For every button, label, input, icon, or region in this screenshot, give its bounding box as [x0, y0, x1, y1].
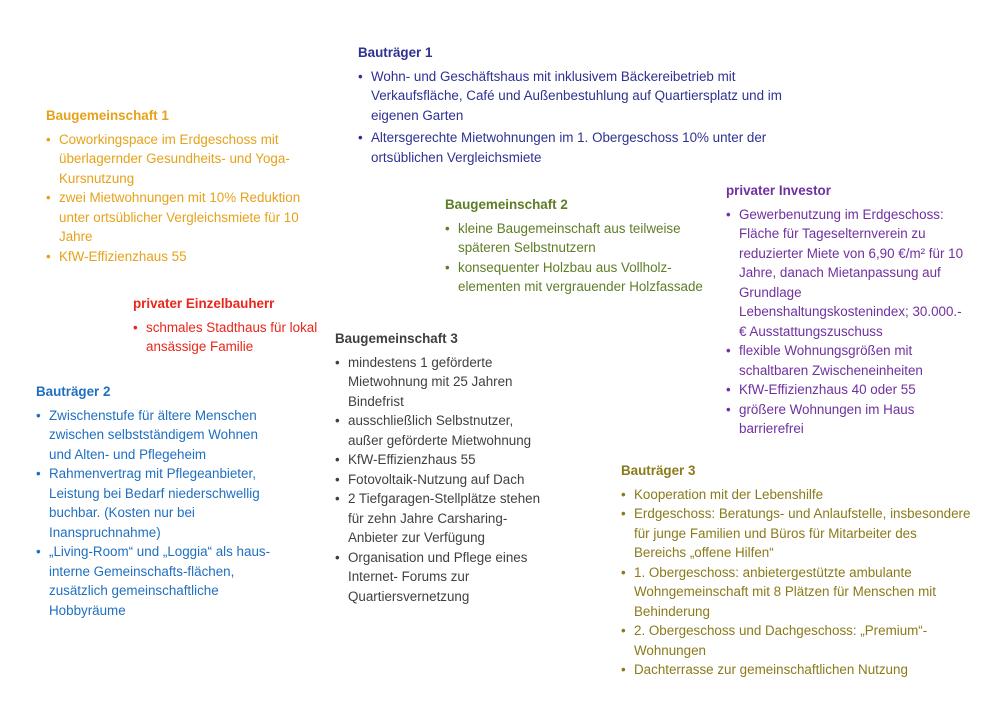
bullet-icon: •	[335, 549, 340, 565]
list-item: • größere Wohnungen im Haus barrierefrei	[726, 401, 915, 436]
list-item: • Zwischenstufe für ältere Menschen zwischen selbstständigem Wohnen und Alten- und Pflegeheim	[36, 407, 258, 462]
list-item: • ausschließlich Selbstnutzer, außer geförderte Mietwohnung	[335, 413, 532, 448]
list-item: • konsequenter Holzbau aus Vollholz-elementen mit vergrauender Holzfassade	[445, 259, 703, 294]
baugemeinschaft-1-title: Baugemeinschaft 1	[46, 108, 169, 123]
bautraeger-3-list	[621, 485, 971, 680]
bautraeger-3-title: Bauträger 3	[621, 463, 696, 478]
baugemeinschaft-2-list	[445, 219, 705, 297]
list-item: • Gewerbenutzung im Erdgeschoss: Fläche für Tageselternverein zu reduzierter Miete von 6,90 €/m² für 10 Jahre, danach Mietanpassung auf Grundlage Lebenshaltungskostenindex; 30.000.- € Ausstattungszuschuss	[726, 206, 964, 339]
bullet-icon: •	[726, 343, 731, 358]
privater-einzelbauherr-block	[133, 294, 318, 357]
list-item: • flexible Wohnungsgrößen mit schaltbaren Zwischeneinheiten	[726, 343, 923, 378]
bautraeger-1-title: Bauträger 1	[358, 45, 433, 60]
bullet-icon: •	[621, 623, 626, 638]
list-item: • kleine Baugemeinschaft aus teilweise späteren Selbstnutzern	[445, 220, 681, 255]
bautraeger-1-block	[358, 43, 798, 170]
baugemeinschaft-2-block	[445, 195, 705, 297]
list-item: • Erdgeschoss: Beratungs- und Anlaufstelle, insbesondere für junge Familien und Büros für Mitarbeiter des Bereichs „offene Hilfen“	[621, 506, 971, 560]
bautraeger-2-block	[36, 382, 271, 620]
list-item: • Dachterrasse zur gemeinschaftlichen Nutzung	[621, 660, 971, 680]
baugemeinschaft-1-list	[46, 130, 331, 267]
baugemeinschaft-3-list	[335, 353, 550, 607]
bullet-icon: •	[621, 506, 626, 521]
bullet-icon: •	[358, 130, 363, 145]
bullet-icon: •	[335, 354, 340, 370]
bautraeger-1-list	[358, 67, 798, 168]
list-item: • Rahmenvertrag mit Pflegeanbieter, Leistung bei Bedarf niederschwellig buchbar. (Kosten nur bei Inanspruchnahme)	[36, 466, 260, 540]
bullet-icon: •	[621, 486, 626, 502]
bautraeger-3-block	[621, 461, 971, 680]
list-item: • KfW-Effizienzhaus 55	[335, 450, 550, 470]
bullet-icon: •	[335, 452, 340, 467]
bullet-icon: •	[445, 259, 450, 275]
list-item: • Coworkingspace im Erdgeschoss mit überlagernder Gesundheits- und Yoga-Kursnutzung	[46, 131, 290, 186]
privater-investor-list	[726, 205, 971, 439]
list-item: • 2. Obergeschoss und Dachgeschoss: „Premium“-Wohnungen	[621, 623, 928, 658]
list-item: • zwei Mietwohnungen mit 10% Reduktion unter ortsüblicher Vergleichsmiete für 10 Jahre	[46, 190, 301, 244]
bullet-icon: •	[46, 248, 51, 264]
bullet-icon: •	[36, 466, 41, 481]
list-item: • Kooperation mit der Lebenshilfe	[621, 485, 971, 505]
list-item: • Fotovoltaik-Nutzung auf Dach	[335, 470, 550, 490]
bautraeger-2-list	[36, 406, 271, 621]
bullet-icon: •	[46, 131, 51, 147]
privater-einzelbauherr-title: privater Einzelbauherr	[133, 296, 275, 311]
bullet-icon: •	[133, 319, 138, 335]
bullet-icon: •	[621, 564, 626, 580]
privater-investor-title: privater Investor	[726, 183, 831, 198]
list-item: • KfW-Effizienzhaus 40 oder 55	[726, 380, 971, 400]
list-item: • Altersgerechte Mietwohnungen im 1. Obergeschoss 10% unter der ortsüblichen Vergleichsmiete	[358, 130, 767, 165]
bullet-icon: •	[335, 491, 340, 506]
bullet-icon: •	[726, 206, 731, 222]
bullet-icon: •	[726, 401, 731, 417]
bullet-icon: •	[335, 471, 340, 487]
list-item: • 1. Obergeschoss: anbietergestützte ambulante Wohngemeinschaft mit 8 Plätzen für Menschen mit Behinderung	[621, 564, 936, 619]
bautraeger-2-title: Bauträger 2	[36, 384, 111, 399]
bullet-icon: •	[358, 68, 363, 84]
list-item: • Wohn- und Geschäftshaus mit inklusivem Bäckereibetrieb mit Verkaufsfläche, Café und Außenbestuhlung auf Quartiersplatz und im eigenen Garten	[358, 68, 782, 123]
list-item: • Organisation und Pflege eines Internet- Forums zur Quartiersvernetzung	[335, 549, 528, 604]
bullet-icon: •	[621, 662, 626, 677]
baugemeinschaft-3-title: Baugemeinschaft 3	[335, 331, 458, 346]
privater-einzelbauherr-list	[133, 318, 318, 357]
list-item: • mindestens 1 geförderte Mietwohnung mit 25 Jahren Bindefrist	[335, 354, 513, 409]
bullet-icon: •	[36, 407, 41, 423]
baugemeinschaft-1-block	[46, 106, 331, 266]
baugemeinschaft-3-block	[335, 329, 550, 606]
bullet-icon: •	[46, 190, 51, 205]
bullet-icon: •	[36, 544, 41, 559]
list-item: • schmales Stadthaus für lokal ansässige Familie	[133, 319, 318, 354]
bullet-icon: •	[726, 382, 731, 397]
baugemeinschaft-2-title: Baugemeinschaft 2	[445, 197, 568, 212]
list-item: • KfW-Effizienzhaus 55	[46, 247, 331, 267]
bullet-icon: •	[445, 220, 450, 236]
bullet-icon: •	[335, 413, 340, 428]
list-item: • „Living-Room“ und „Loggia“ als haus-interne Gemeinschafts-flächen, zusätzlich gemeinschaftliche Hobbyräume	[36, 544, 271, 618]
privater-investor-block	[726, 181, 971, 439]
list-item: • 2 Tiefgaragen-Stellplätze stehen für zehn Jahre Carsharing-Anbieter zur Verfügung	[335, 491, 541, 545]
